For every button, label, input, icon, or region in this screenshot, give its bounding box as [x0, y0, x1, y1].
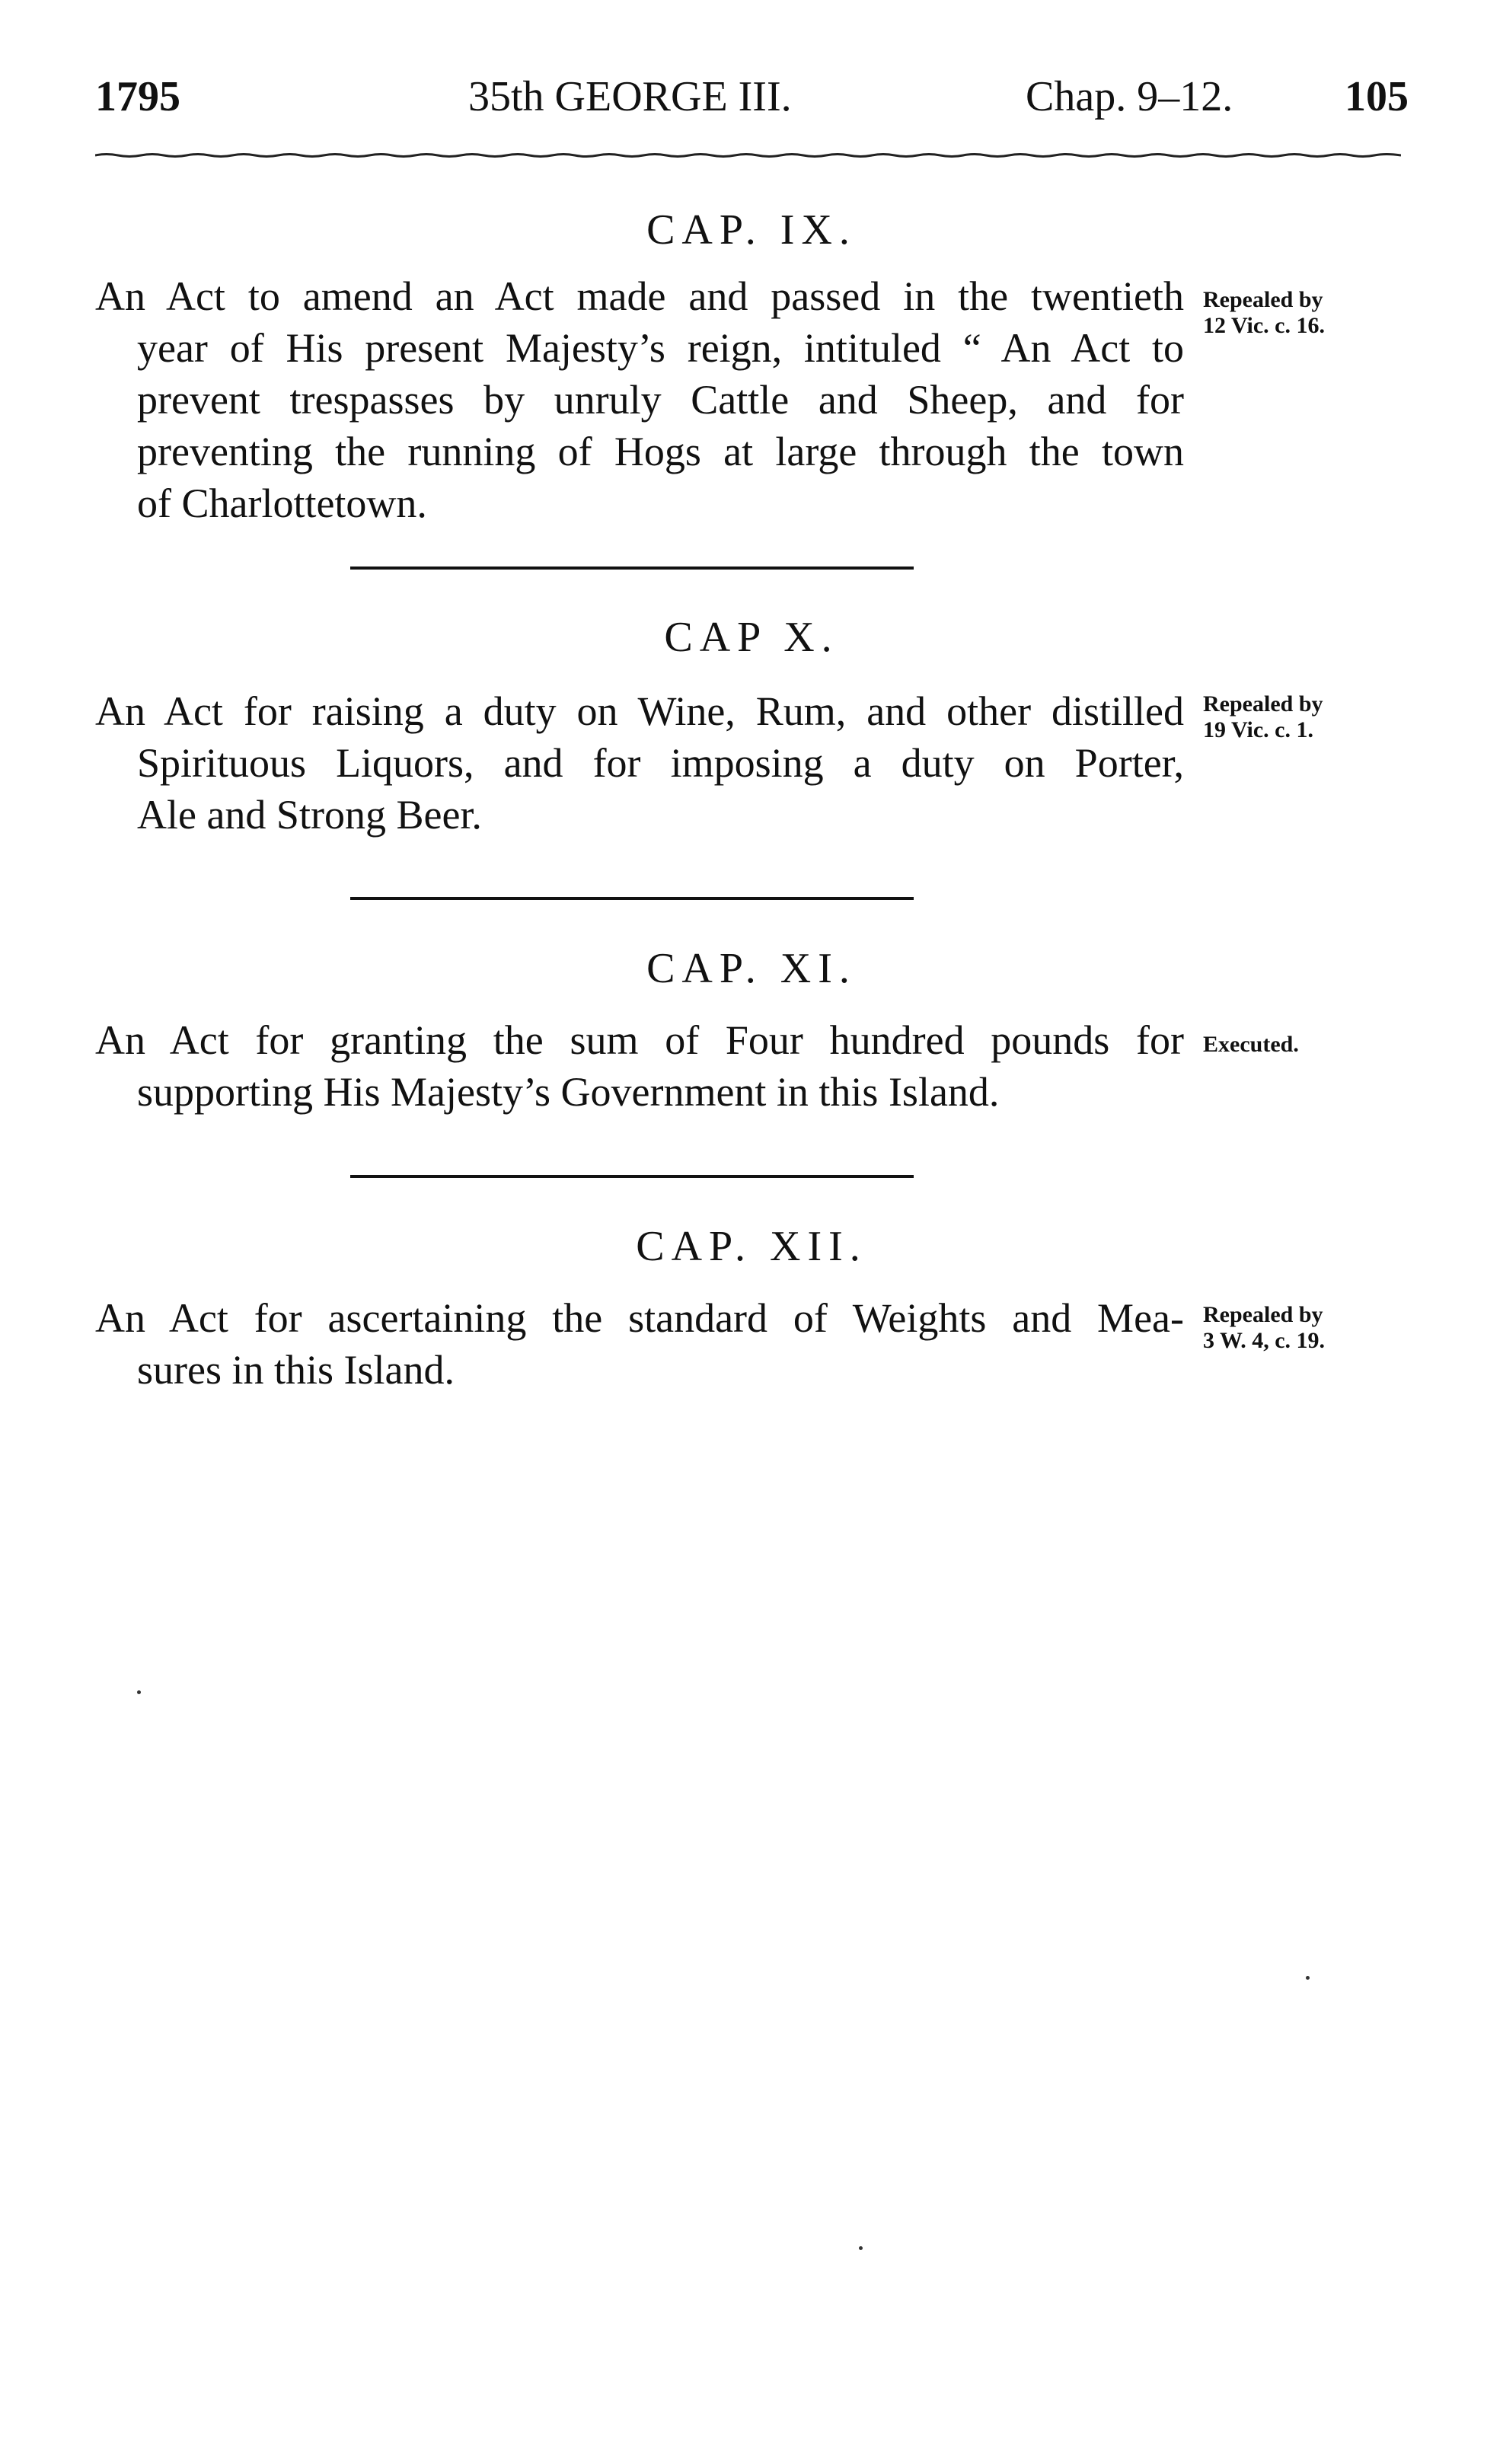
margin-note [1203, 1032, 1416, 1058]
chapter-title: CAP. XII. [636, 1223, 867, 1270]
text-line: sures in this Island. [137, 1347, 455, 1393]
header-chapters: Chap. 9–12. [1026, 73, 1233, 120]
running-header [95, 72, 1409, 133]
margin-note [1203, 691, 1416, 743]
page-number: 105 [1345, 73, 1409, 120]
margin-note-line: 19 Vic. c. 1. [1203, 717, 1313, 742]
print-speck [1306, 1976, 1310, 1980]
margin-note-line: Repealed by [1203, 287, 1323, 312]
section-divider [350, 897, 914, 900]
act-description [95, 1014, 1184, 1118]
text-line: An Act to amend an Act made and passed in the twentieth [95, 273, 1184, 319]
text-line: An Act for granting the sum of Four hundred pounds for [95, 1017, 1184, 1063]
act-description [95, 685, 1184, 841]
text-line: of Charlottetown. [137, 480, 427, 526]
text-line: preventing the running of Hogs at large through the town [137, 429, 1184, 474]
text-line: prevent trespasses by unruly Cattle and Sheep, and for [137, 377, 1184, 423]
text-line: supporting His Majesty’s Government in this Island. [137, 1069, 1000, 1115]
section-divider [350, 1175, 914, 1178]
text-line: An Act for ascertaining the standard of Weights and Mea- [95, 1295, 1184, 1341]
header-reign: 35th GEORGE III. [468, 73, 792, 120]
print-speck [859, 2246, 863, 2250]
header-year: 1795 [95, 73, 180, 120]
margin-note-line: 3 W. 4, c. 19. [1203, 1328, 1326, 1353]
chapter-title: CAP. IX. [646, 206, 857, 254]
section-divider [350, 567, 914, 570]
margin-note-line: 12 Vic. c. 16. [1203, 313, 1325, 338]
header-rule [95, 152, 1401, 158]
chapter-title: CAP X. [664, 614, 839, 661]
text-line: Ale and Strong Beer. [137, 792, 482, 838]
chapter-title: CAP. XI. [646, 945, 857, 992]
margin-note-line: Executed. [1203, 1032, 1299, 1057]
print-speck [137, 1690, 141, 1694]
text-line: year of His present Majesty’s reign, intituled “ An Act to [137, 325, 1184, 371]
margin-note [1203, 287, 1416, 339]
text-line: Spirituous Liquors, and for imposing a duty on Porter, [137, 740, 1184, 786]
margin-note-line: Repealed by [1203, 1302, 1323, 1327]
act-description [95, 270, 1184, 529]
text-line: An Act for raising a duty on Wine, Rum, and other distilled [95, 688, 1184, 734]
margin-note [1203, 1302, 1416, 1354]
act-description [95, 1292, 1184, 1396]
margin-note-line: Repealed by [1203, 691, 1323, 717]
